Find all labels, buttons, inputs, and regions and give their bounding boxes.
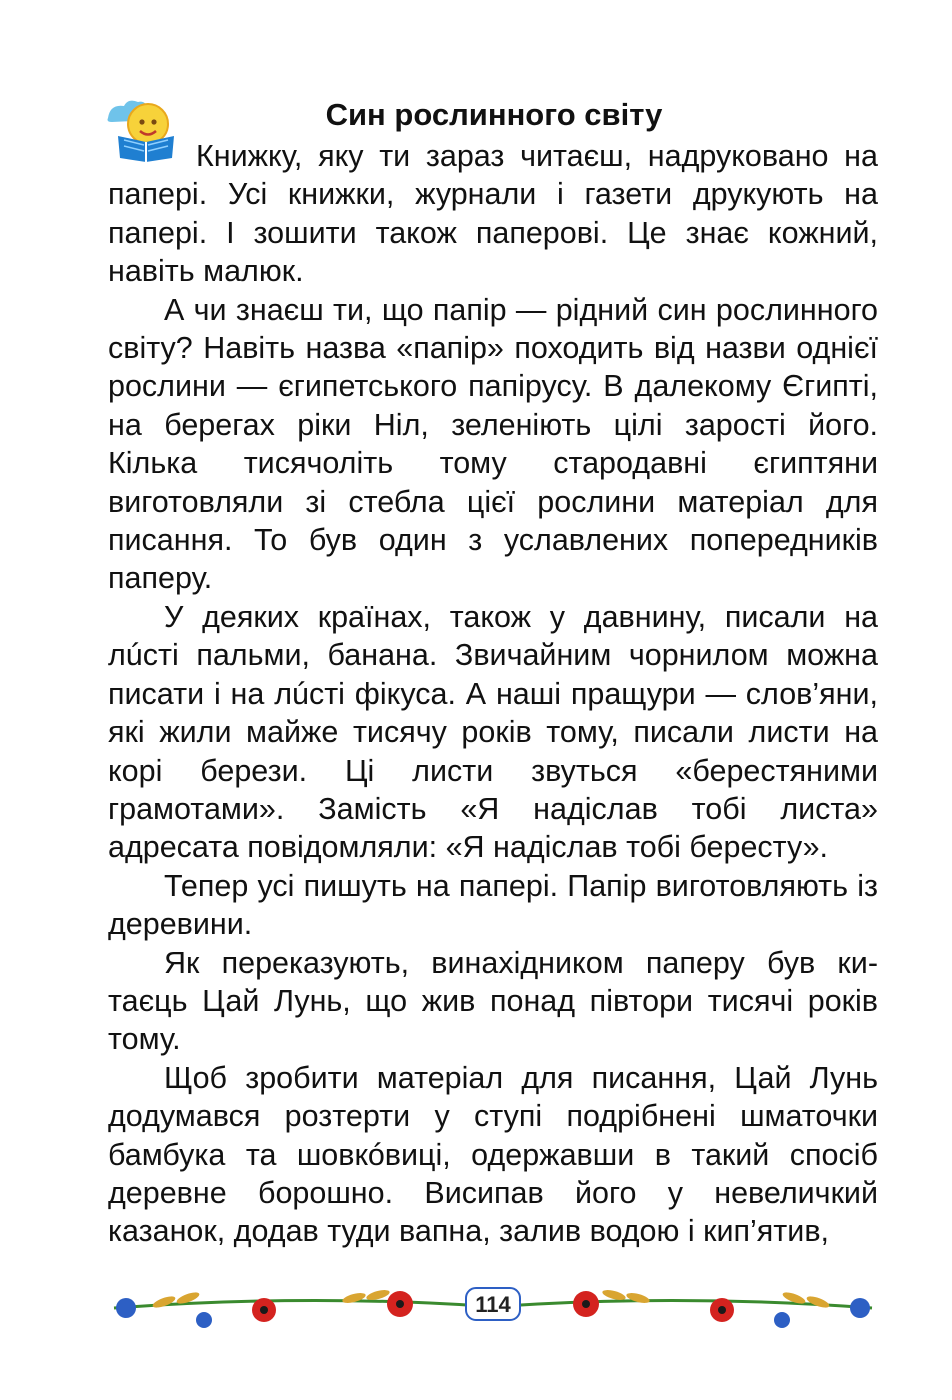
page-title: Син рослинного світу [325, 97, 663, 132]
body-text [108, 137, 878, 1251]
paragraph: А чи знаєш ти, що папір — рідний син рослинного світу? Навіть назва «папір» походить від назви однієї рослини — єгипетського папірусу. В далекому Єгипті, на берегах ріки Ніл, зеленіють цілі зарості його. Кілька тисячоліть тому стародавні єгиптяни виготовляли зі стебла цієї рослини матеріал для писання. То був один з уславлених попередників паперу. [108, 292, 878, 596]
paragraph: Як переказують, винахідником паперу був китаєць Цай Лунь, що жив понад півтори тисячі років тому. [108, 945, 878, 1057]
page-number: 114 [475, 1292, 511, 1317]
paragraph: Книжку, яку ти зараз читаєш, надруковано на папері. Усі книжки, журнали і газети друкують на папері. І зошити також паперові. Це знає кожний, навіть малюк. [108, 139, 878, 289]
paragraph: У деяких країнах, також у давнину, писали на лúсті пальми, банана. Звичайним чорнилом можна писати і на лúсті фікуса. А наші пращури — слов’яни, які жили майже тисячу років тому, писали листи на корі берези. Ці листи звуться «берестяними грамотами». Замість «Я надіслав тобі листа» адресата повідомляли: «Я надіслав тобі бересту». [108, 599, 878, 865]
paragraph: Тепер усі пишуть на папері. Папір виготовляють із деревини. [108, 868, 878, 942]
paragraph: Щоб зробити матеріал для писання, Цай Лунь додумався розтерти у ступі подрібнені шматочки бамбука та шовкóвиці, одержавши в такий спосіб деревне борошно. Висипав його у невеличкий казанок, додав туди вапна, залив водою і кип’ятив, [108, 1060, 878, 1249]
